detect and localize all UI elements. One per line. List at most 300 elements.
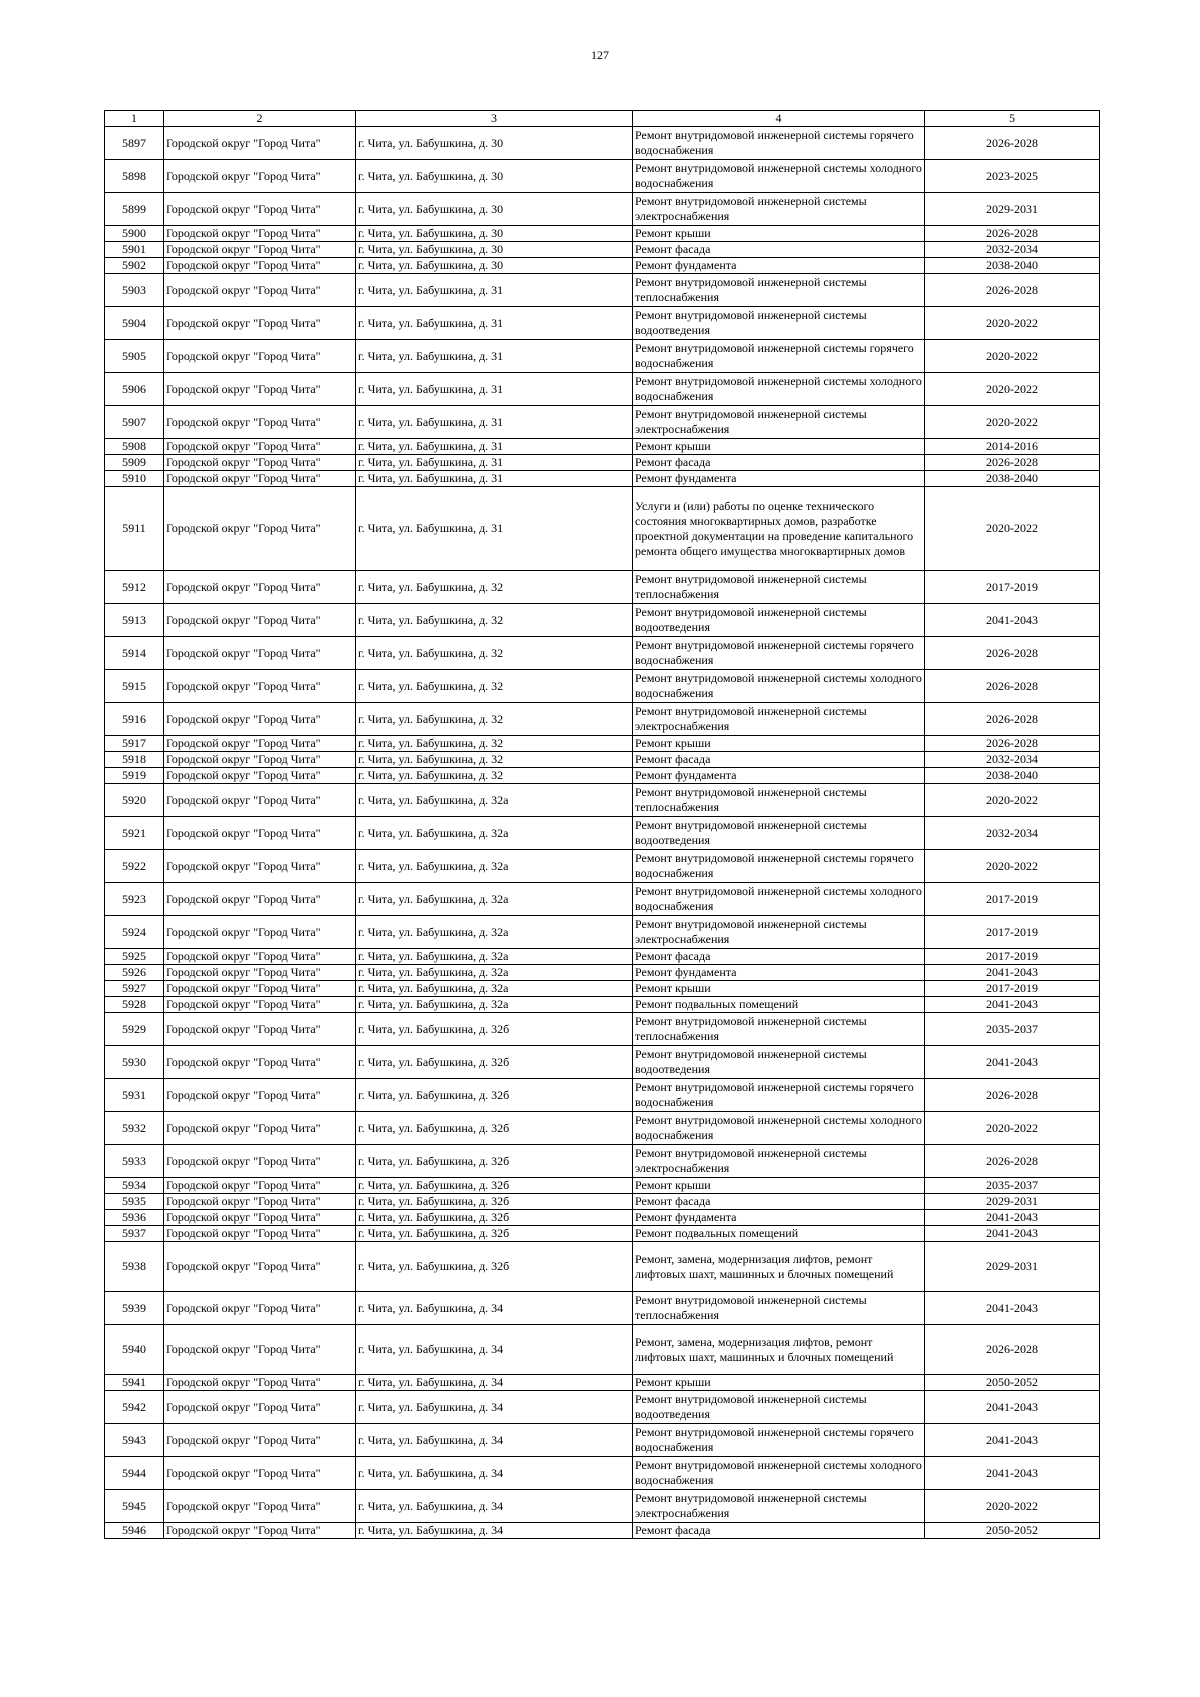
- municipality-cell: Городской округ "Город Чита": [164, 406, 356, 439]
- work-type-cell: Ремонт фундамента: [633, 768, 925, 784]
- address-cell: г. Чита, ул. Бабушкина, д. 31: [356, 307, 633, 340]
- municipality-cell: Городской округ "Город Чита": [164, 340, 356, 373]
- period-cell: 2020-2022: [925, 307, 1100, 340]
- municipality-cell: Городской округ "Город Чита": [164, 752, 356, 768]
- table-row: [105, 1457, 1100, 1490]
- municipality-cell: Городской округ "Город Чита": [164, 373, 356, 406]
- table-row: [105, 784, 1100, 817]
- table-row: [105, 226, 1100, 242]
- address-cell: г. Чита, ул. Бабушкина, д. 32: [356, 637, 633, 670]
- work-type-cell: Ремонт внутридомовой инженерной системы холодного водоснабжения: [633, 160, 925, 193]
- period-cell: 2026-2028: [925, 736, 1100, 752]
- work-type-cell: Услуги и (или) работы по оценке технического состояния многоквартирных домов, разработке проектной документации на проведение капитального ремонта общего имущества многоквартирных домов: [633, 487, 925, 571]
- work-type-cell: Ремонт фундамента: [633, 1210, 925, 1226]
- municipality-cell: Городской округ "Город Чита": [164, 1242, 356, 1292]
- work-type-cell: Ремонт, замена, модернизация лифтов, ремонт лифтовых шахт, машинных и блочных помещений: [633, 1242, 925, 1292]
- municipality-cell: Городской округ "Город Чита": [164, 1226, 356, 1242]
- period-cell: 2017-2019: [925, 949, 1100, 965]
- work-type-cell: Ремонт внутридомовой инженерной системы холодного водоснабжения: [633, 1112, 925, 1145]
- address-cell: г. Чита, ул. Бабушкина, д. 32б: [356, 1226, 633, 1242]
- table-row: [105, 752, 1100, 768]
- table-row: [105, 1226, 1100, 1242]
- period-cell: 2035-2037: [925, 1178, 1100, 1194]
- period-cell: 2020-2022: [925, 784, 1100, 817]
- work-type-cell: Ремонт фундамента: [633, 965, 925, 981]
- row-number-cell: 5922: [105, 850, 164, 883]
- address-cell: г. Чита, ул. Бабушкина, д. 31: [356, 487, 633, 571]
- table-row: [105, 1112, 1100, 1145]
- period-cell: 2026-2028: [925, 1079, 1100, 1112]
- period-cell: 2014-2016: [925, 439, 1100, 455]
- work-type-cell: Ремонт внутридомовой инженерной системы теплоснабжения: [633, 274, 925, 307]
- period-cell: 2026-2028: [925, 637, 1100, 670]
- row-number-cell: 5905: [105, 340, 164, 373]
- row-number-cell: 5916: [105, 703, 164, 736]
- row-number-cell: 5918: [105, 752, 164, 768]
- table-row: [105, 1145, 1100, 1178]
- address-cell: г. Чита, ул. Бабушкина, д. 30: [356, 258, 633, 274]
- work-type-cell: Ремонт крыши: [633, 1375, 925, 1391]
- period-cell: 2050-2052: [925, 1523, 1100, 1539]
- address-cell: г. Чита, ул. Бабушкина, д. 32: [356, 768, 633, 784]
- table-row: [105, 1210, 1100, 1226]
- municipality-cell: Городской округ "Город Чита": [164, 965, 356, 981]
- municipality-cell: Городской округ "Город Чита": [164, 604, 356, 637]
- work-type-cell: Ремонт фасада: [633, 1194, 925, 1210]
- table-row: [105, 637, 1100, 670]
- period-cell: 2038-2040: [925, 768, 1100, 784]
- municipality-cell: Городской округ "Город Чита": [164, 850, 356, 883]
- table-row: [105, 340, 1100, 373]
- work-type-cell: Ремонт крыши: [633, 439, 925, 455]
- address-cell: г. Чита, ул. Бабушкина, д. 31: [356, 340, 633, 373]
- address-cell: г. Чита, ул. Бабушкина, д. 31: [356, 274, 633, 307]
- row-number-cell: 5903: [105, 274, 164, 307]
- address-cell: г. Чита, ул. Бабушкина, д. 32а: [356, 965, 633, 981]
- municipality-cell: Городской округ "Город Чита": [164, 768, 356, 784]
- work-type-cell: Ремонт внутридомовой инженерной системы электроснабжения: [633, 1490, 925, 1523]
- address-cell: г. Чита, ул. Бабушкина, д. 34: [356, 1457, 633, 1490]
- period-cell: 2023-2025: [925, 160, 1100, 193]
- work-type-cell: Ремонт, замена, модернизация лифтов, ремонт лифтовых шахт, машинных и блочных помещений: [633, 1325, 925, 1375]
- work-type-cell: Ремонт подвальных помещений: [633, 997, 925, 1013]
- address-cell: г. Чита, ул. Бабушкина, д. 31: [356, 406, 633, 439]
- address-cell: г. Чита, ул. Бабушкина, д. 32: [356, 571, 633, 604]
- period-cell: 2041-2043: [925, 997, 1100, 1013]
- address-cell: г. Чита, ул. Бабушкина, д. 32а: [356, 850, 633, 883]
- row-number-cell: 5932: [105, 1112, 164, 1145]
- table-row: [105, 1325, 1100, 1375]
- table-row: [105, 1013, 1100, 1046]
- row-number-cell: 5919: [105, 768, 164, 784]
- address-cell: г. Чита, ул. Бабушкина, д. 34: [356, 1391, 633, 1424]
- period-cell: 2029-2031: [925, 1194, 1100, 1210]
- address-cell: г. Чита, ул. Бабушкина, д. 32: [356, 752, 633, 768]
- period-cell: 2026-2028: [925, 670, 1100, 703]
- table-row: [105, 242, 1100, 258]
- period-cell: 2035-2037: [925, 1013, 1100, 1046]
- row-number-cell: 5937: [105, 1226, 164, 1242]
- municipality-cell: Городской округ "Город Чита": [164, 1292, 356, 1325]
- work-type-cell: Ремонт фундамента: [633, 258, 925, 274]
- row-number-cell: 5940: [105, 1325, 164, 1375]
- work-type-cell: Ремонт внутридомовой инженерной системы холодного водоснабжения: [633, 883, 925, 916]
- table-row: [105, 703, 1100, 736]
- table-row: [105, 850, 1100, 883]
- row-number-cell: 5910: [105, 471, 164, 487]
- address-cell: г. Чита, ул. Бабушкина, д. 32: [356, 703, 633, 736]
- municipality-cell: Городской округ "Город Чита": [164, 784, 356, 817]
- row-number-cell: 5899: [105, 193, 164, 226]
- municipality-cell: Городской округ "Город Чита": [164, 1523, 356, 1539]
- row-number-cell: 5941: [105, 1375, 164, 1391]
- table-row: [105, 160, 1100, 193]
- address-cell: г. Чита, ул. Бабушкина, д. 32б: [356, 1013, 633, 1046]
- period-cell: 2026-2028: [925, 226, 1100, 242]
- address-cell: г. Чита, ул. Бабушкина, д. 34: [356, 1523, 633, 1539]
- work-type-cell: Ремонт внутридомовой инженерной системы водоотведения: [633, 817, 925, 850]
- table-row: [105, 817, 1100, 850]
- municipality-cell: Городской округ "Город Чита": [164, 703, 356, 736]
- period-cell: 2041-2043: [925, 965, 1100, 981]
- municipality-cell: Городской округ "Город Чита": [164, 1013, 356, 1046]
- table-row: [105, 455, 1100, 471]
- table-row: [105, 471, 1100, 487]
- period-cell: 2017-2019: [925, 571, 1100, 604]
- address-cell: г. Чита, ул. Бабушкина, д. 32б: [356, 1079, 633, 1112]
- address-cell: г. Чита, ул. Бабушкина, д. 30: [356, 193, 633, 226]
- table-row: [105, 768, 1100, 784]
- municipality-cell: Городской округ "Город Чита": [164, 817, 356, 850]
- municipality-cell: Городской округ "Город Чита": [164, 1457, 356, 1490]
- address-cell: г. Чита, ул. Бабушкина, д. 34: [356, 1424, 633, 1457]
- municipality-cell: Городской округ "Город Чита": [164, 242, 356, 258]
- work-type-cell: Ремонт крыши: [633, 226, 925, 242]
- period-cell: 2017-2019: [925, 883, 1100, 916]
- column-header: 2: [164, 111, 356, 127]
- municipality-cell: Городской округ "Город Чита": [164, 997, 356, 1013]
- municipality-cell: Городской округ "Город Чита": [164, 258, 356, 274]
- period-cell: 2041-2043: [925, 1210, 1100, 1226]
- municipality-cell: Городской округ "Город Чита": [164, 1490, 356, 1523]
- table-row: [105, 1391, 1100, 1424]
- address-cell: г. Чита, ул. Бабушкина, д. 32а: [356, 997, 633, 1013]
- period-cell: 2020-2022: [925, 406, 1100, 439]
- row-number-cell: 5901: [105, 242, 164, 258]
- row-number-cell: 5897: [105, 127, 164, 160]
- table-row: [105, 1079, 1100, 1112]
- table-row: [105, 1178, 1100, 1194]
- row-number-cell: 5906: [105, 373, 164, 406]
- table-row: [105, 1046, 1100, 1079]
- table-row: [105, 1424, 1100, 1457]
- work-type-cell: Ремонт внутридомовой инженерной системы горячего водоснабжения: [633, 637, 925, 670]
- address-cell: г. Чита, ул. Бабушкина, д. 32б: [356, 1210, 633, 1226]
- period-cell: 2026-2028: [925, 1325, 1100, 1375]
- work-type-cell: Ремонт внутридомовой инженерной системы холодного водоснабжения: [633, 670, 925, 703]
- table-row: [105, 965, 1100, 981]
- municipality-cell: Городской округ "Город Чита": [164, 439, 356, 455]
- period-cell: 2038-2040: [925, 471, 1100, 487]
- page-number: 127: [591, 48, 609, 62]
- address-cell: г. Чита, ул. Бабушкина, д. 32а: [356, 916, 633, 949]
- work-type-cell: Ремонт внутридомовой инженерной системы электроснабжения: [633, 703, 925, 736]
- address-cell: г. Чита, ул. Бабушкина, д. 34: [356, 1325, 633, 1375]
- address-cell: г. Чита, ул. Бабушкина, д. 32б: [356, 1194, 633, 1210]
- work-type-cell: Ремонт внутридомовой инженерной системы электроснабжения: [633, 193, 925, 226]
- municipality-cell: Городской округ "Город Чита": [164, 274, 356, 307]
- table-row: [105, 604, 1100, 637]
- table-body: [105, 127, 1100, 1539]
- municipality-cell: Городской округ "Город Чита": [164, 1145, 356, 1178]
- table-row: [105, 439, 1100, 455]
- row-number-cell: 5930: [105, 1046, 164, 1079]
- period-cell: 2020-2022: [925, 373, 1100, 406]
- period-cell: 2017-2019: [925, 981, 1100, 997]
- work-type-cell: Ремонт крыши: [633, 1178, 925, 1194]
- table-row: [105, 127, 1100, 160]
- period-cell: 2032-2034: [925, 242, 1100, 258]
- period-cell: 2020-2022: [925, 340, 1100, 373]
- row-number-cell: 5928: [105, 997, 164, 1013]
- address-cell: г. Чита, ул. Бабушкина, д. 32а: [356, 883, 633, 916]
- work-type-cell: Ремонт фасада: [633, 949, 925, 965]
- municipality-cell: Городской округ "Город Чита": [164, 571, 356, 604]
- row-number-cell: 5912: [105, 571, 164, 604]
- column-header: 5: [925, 111, 1100, 127]
- work-type-cell: Ремонт внутридомовой инженерной системы электроснабжения: [633, 916, 925, 949]
- municipality-cell: Городской округ "Город Чита": [164, 1046, 356, 1079]
- row-number-cell: 5902: [105, 258, 164, 274]
- municipality-cell: Городской округ "Город Чита": [164, 1112, 356, 1145]
- column-header: 1: [105, 111, 164, 127]
- address-cell: г. Чита, ул. Бабушкина, д. 32: [356, 736, 633, 752]
- work-type-cell: Ремонт внутридомовой инженерной системы водоотведения: [633, 307, 925, 340]
- municipality-cell: Городской округ "Город Чита": [164, 193, 356, 226]
- address-cell: г. Чита, ул. Бабушкина, д. 32б: [356, 1112, 633, 1145]
- table-row: [105, 274, 1100, 307]
- table-row: [105, 1194, 1100, 1210]
- table-row: [105, 307, 1100, 340]
- work-type-cell: Ремонт внутридомовой инженерной системы теплоснабжения: [633, 1013, 925, 1046]
- address-cell: г. Чита, ул. Бабушкина, д. 31: [356, 439, 633, 455]
- period-cell: 2032-2034: [925, 752, 1100, 768]
- table-row: [105, 406, 1100, 439]
- row-number-cell: 5927: [105, 981, 164, 997]
- work-type-cell: Ремонт внутридомовой инженерной системы теплоснабжения: [633, 784, 925, 817]
- row-number-cell: 5907: [105, 406, 164, 439]
- row-number-cell: 5944: [105, 1457, 164, 1490]
- municipality-cell: Городской округ "Город Чита": [164, 226, 356, 242]
- table-row: [105, 1490, 1100, 1523]
- row-number-cell: 5946: [105, 1523, 164, 1539]
- row-number-cell: 5924: [105, 916, 164, 949]
- table-row: [105, 1375, 1100, 1391]
- period-cell: 2041-2043: [925, 604, 1100, 637]
- row-number-cell: 5904: [105, 307, 164, 340]
- row-number-cell: 5908: [105, 439, 164, 455]
- table-row: [105, 981, 1100, 997]
- work-type-cell: Ремонт фасада: [633, 752, 925, 768]
- period-cell: 2038-2040: [925, 258, 1100, 274]
- municipality-cell: Городской округ "Город Чита": [164, 160, 356, 193]
- table-header-row: [105, 111, 1100, 127]
- work-type-cell: Ремонт внутридомовой инженерной системы водоотведения: [633, 1391, 925, 1424]
- table-row: [105, 487, 1100, 571]
- address-cell: г. Чита, ул. Бабушкина, д. 31: [356, 373, 633, 406]
- table-row: [105, 949, 1100, 965]
- address-cell: г. Чита, ул. Бабушкина, д. 34: [356, 1490, 633, 1523]
- period-cell: 2026-2028: [925, 703, 1100, 736]
- row-number-cell: 5913: [105, 604, 164, 637]
- row-number-cell: 5935: [105, 1194, 164, 1210]
- period-cell: 2017-2019: [925, 916, 1100, 949]
- address-cell: г. Чита, ул. Бабушкина, д. 32б: [356, 1242, 633, 1292]
- period-cell: 2032-2034: [925, 817, 1100, 850]
- row-number-cell: 5909: [105, 455, 164, 471]
- work-type-cell: Ремонт внутридомовой инженерной системы водоотведения: [633, 1046, 925, 1079]
- municipality-cell: Городской округ "Город Чита": [164, 455, 356, 471]
- work-type-cell: Ремонт внутридомовой инженерной системы электроснабжения: [633, 406, 925, 439]
- work-type-cell: Ремонт внутридомовой инженерной системы водоотведения: [633, 604, 925, 637]
- municipality-cell: Городской округ "Город Чита": [164, 1079, 356, 1112]
- municipality-cell: Городской округ "Город Чита": [164, 883, 356, 916]
- row-number-cell: 5936: [105, 1210, 164, 1226]
- municipality-cell: Городской округ "Город Чита": [164, 1210, 356, 1226]
- address-cell: г. Чита, ул. Бабушкина, д. 32а: [356, 784, 633, 817]
- row-number-cell: 5931: [105, 1079, 164, 1112]
- address-cell: г. Чита, ул. Бабушкина, д. 32б: [356, 1145, 633, 1178]
- work-type-cell: Ремонт внутридомовой инженерной системы холодного водоснабжения: [633, 1457, 925, 1490]
- municipality-cell: Городской округ "Город Чита": [164, 637, 356, 670]
- municipality-cell: Городской округ "Город Чита": [164, 471, 356, 487]
- table-row: [105, 883, 1100, 916]
- table-row: [105, 193, 1100, 226]
- work-type-cell: Ремонт фасада: [633, 455, 925, 471]
- address-cell: г. Чита, ул. Бабушкина, д. 30: [356, 242, 633, 258]
- period-cell: 2020-2022: [925, 487, 1100, 571]
- municipality-cell: Городской округ "Город Чита": [164, 127, 356, 160]
- period-cell: 2041-2043: [925, 1457, 1100, 1490]
- table-row: [105, 916, 1100, 949]
- period-cell: 2041-2043: [925, 1424, 1100, 1457]
- table-row: [105, 258, 1100, 274]
- work-type-cell: Ремонт крыши: [633, 981, 925, 997]
- row-number-cell: 5921: [105, 817, 164, 850]
- period-cell: 2041-2043: [925, 1292, 1100, 1325]
- work-type-cell: Ремонт внутридомовой инженерной системы горячего водоснабжения: [633, 850, 925, 883]
- address-cell: г. Чита, ул. Бабушкина, д. 32а: [356, 949, 633, 965]
- row-number-cell: 5915: [105, 670, 164, 703]
- period-cell: 2020-2022: [925, 1490, 1100, 1523]
- work-type-cell: Ремонт фундамента: [633, 471, 925, 487]
- address-cell: г. Чита, ул. Бабушкина, д. 31: [356, 471, 633, 487]
- row-number-cell: 5923: [105, 883, 164, 916]
- period-cell: 2041-2043: [925, 1046, 1100, 1079]
- period-cell: 2020-2022: [925, 850, 1100, 883]
- period-cell: 2026-2028: [925, 1145, 1100, 1178]
- address-cell: г. Чита, ул. Бабушкина, д. 30: [356, 226, 633, 242]
- row-number-cell: 5925: [105, 949, 164, 965]
- municipality-cell: Городской округ "Город Чита": [164, 487, 356, 571]
- municipality-cell: Городской округ "Город Чита": [164, 916, 356, 949]
- table-row: [105, 1523, 1100, 1539]
- municipality-cell: Городской округ "Город Чита": [164, 949, 356, 965]
- address-cell: г. Чита, ул. Бабушкина, д. 30: [356, 127, 633, 160]
- work-type-cell: Ремонт внутридомовой инженерной системы горячего водоснабжения: [633, 1424, 925, 1457]
- address-cell: г. Чита, ул. Бабушкина, д. 34: [356, 1292, 633, 1325]
- table-row: [105, 1242, 1100, 1292]
- address-cell: г. Чита, ул. Бабушкина, д. 34: [356, 1375, 633, 1391]
- address-cell: г. Чита, ул. Бабушкина, д. 32а: [356, 817, 633, 850]
- address-cell: г. Чита, ул. Бабушкина, д. 32: [356, 604, 633, 637]
- table-row: [105, 1292, 1100, 1325]
- row-number-cell: 5942: [105, 1391, 164, 1424]
- municipality-cell: Городской округ "Город Чита": [164, 1325, 356, 1375]
- work-type-cell: Ремонт внутридомовой инженерной системы холодного водоснабжения: [633, 373, 925, 406]
- row-number-cell: 5934: [105, 1178, 164, 1194]
- address-cell: г. Чита, ул. Бабушкина, д. 31: [356, 455, 633, 471]
- address-cell: г. Чита, ул. Бабушкина, д. 32б: [356, 1178, 633, 1194]
- row-number-cell: 5900: [105, 226, 164, 242]
- municipality-cell: Городской округ "Город Чита": [164, 307, 356, 340]
- period-cell: 2020-2022: [925, 1112, 1100, 1145]
- municipality-cell: Городской округ "Город Чита": [164, 981, 356, 997]
- row-number-cell: 5920: [105, 784, 164, 817]
- row-number-cell: 5926: [105, 965, 164, 981]
- municipality-cell: Городской округ "Город Чита": [164, 1375, 356, 1391]
- municipality-cell: Городской округ "Город Чита": [164, 670, 356, 703]
- row-number-cell: 5917: [105, 736, 164, 752]
- period-cell: 2026-2028: [925, 274, 1100, 307]
- work-type-cell: Ремонт внутридомовой инженерной системы теплоснабжения: [633, 1292, 925, 1325]
- row-number-cell: 5933: [105, 1145, 164, 1178]
- row-number-cell: 5938: [105, 1242, 164, 1292]
- municipality-cell: Городской округ "Город Чита": [164, 1424, 356, 1457]
- table-row: [105, 670, 1100, 703]
- table-row: [105, 571, 1100, 604]
- address-cell: г. Чита, ул. Бабушкина, д. 32б: [356, 1046, 633, 1079]
- address-cell: г. Чита, ул. Бабушкина, д. 32а: [356, 981, 633, 997]
- address-cell: г. Чита, ул. Бабушкина, д. 32: [356, 670, 633, 703]
- work-type-cell: Ремонт внутридомовой инженерной системы горячего водоснабжения: [633, 127, 925, 160]
- municipality-cell: Городской округ "Город Чита": [164, 1391, 356, 1424]
- period-cell: 2026-2028: [925, 127, 1100, 160]
- work-type-cell: Ремонт фасада: [633, 242, 925, 258]
- row-number-cell: 5945: [105, 1490, 164, 1523]
- row-number-cell: 5898: [105, 160, 164, 193]
- period-cell: 2041-2043: [925, 1226, 1100, 1242]
- column-header: 4: [633, 111, 925, 127]
- column-header: 3: [356, 111, 633, 127]
- municipality-cell: Городской округ "Город Чита": [164, 1178, 356, 1194]
- table-row: [105, 373, 1100, 406]
- work-type-cell: Ремонт внутридомовой инженерной системы горячего водоснабжения: [633, 340, 925, 373]
- row-number-cell: 5929: [105, 1013, 164, 1046]
- row-number-cell: 5911: [105, 487, 164, 571]
- work-type-cell: Ремонт внутридомовой инженерной системы теплоснабжения: [633, 571, 925, 604]
- work-type-cell: Ремонт внутридомовой инженерной системы горячего водоснабжения: [633, 1079, 925, 1112]
- municipality-cell: Городской округ "Город Чита": [164, 1194, 356, 1210]
- row-number-cell: 5914: [105, 637, 164, 670]
- work-type-cell: Ремонт фасада: [633, 1523, 925, 1539]
- repair-schedule-table: [104, 110, 1100, 1539]
- period-cell: 2026-2028: [925, 455, 1100, 471]
- period-cell: 2050-2052: [925, 1375, 1100, 1391]
- row-number-cell: 5943: [105, 1424, 164, 1457]
- municipality-cell: Городской округ "Город Чита": [164, 736, 356, 752]
- period-cell: 2041-2043: [925, 1391, 1100, 1424]
